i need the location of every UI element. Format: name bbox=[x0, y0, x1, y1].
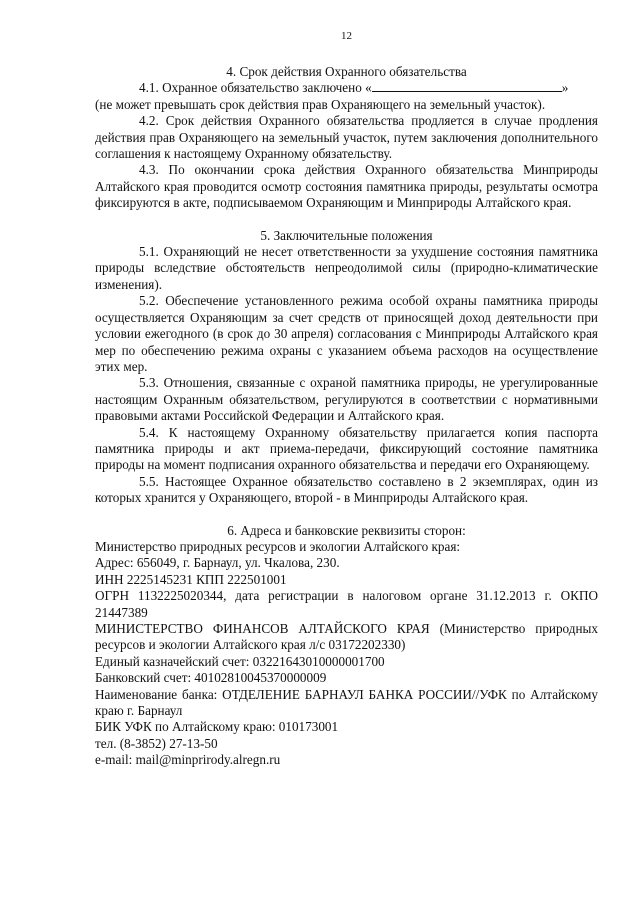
requisites-org-name: Министерство природных ресурсов и экологии Алтайского края: bbox=[95, 538, 461, 554]
requisites-bank-name: Наименование банка: ОТДЕЛЕНИЕ БАРНАУЛ БАНКА РОССИИ//УФК по Алтайскому краю г. Барнаул bbox=[95, 686, 598, 719]
page-number: 12 bbox=[341, 30, 352, 42]
requisites-bik: БИК УФК по Алтайскому краю: 010173001 bbox=[95, 719, 339, 735]
requisites-inn-kpp: ИНН 2225145231 КПП 222501001 bbox=[95, 571, 287, 587]
requisites-address: Адрес: 656049, г. Барнаул, ул. Чкалова, 230. bbox=[95, 555, 340, 571]
requisites-bank-account: Банковский счет: 40102810045370000009 bbox=[95, 670, 327, 686]
date-blank-field bbox=[372, 80, 562, 92]
clause-4-1-note: (не может превышать срок действия прав Охраняющего на земельный участок). bbox=[95, 96, 546, 112]
requisites-ogrn: ОГРН 1132225020344, дата регистрации в налоговом органе 31.12.2013 г. ОКПО 21447389 bbox=[95, 588, 598, 620]
requisites-phone: тел. (8-3852) 27-13-50 bbox=[95, 735, 218, 751]
clause-5-1: 5.1. Охраняющий не несет ответственности за ухудшение состояния памятника природы вследствие обстоятельств непреодолимой силы (природно-климатические изменения). bbox=[95, 244, 598, 292]
section-4 bbox=[95, 64, 598, 212]
clause-5-2: 5.2. Обеспечение установленного режима особой охраны памятника природы осуществляется Охраняющим за счет средств от приносящей доход деятельности при условии ежегодного (в срок до 30 апреля) согласования с Минприроды Алтайского края мер по обеспечению режима охраны с указанием объема расходов на осуществление этих мер. bbox=[95, 293, 598, 374]
clause-4-1 bbox=[95, 80, 598, 96]
clause-4-3: 4.3. По окончании срока действия Охранного обязательства Минприроды Алтайского края проводится осмотр состояния памятника природы, результаты осмотра фиксируются в акте, подписываемом Охраняющим и Минприроды Алтайского края. bbox=[95, 162, 598, 211]
section-4-heading: 4. Срок действия Охранного обязательства bbox=[226, 64, 467, 79]
section-5-heading: 5. Заключительные положения bbox=[260, 227, 433, 243]
clause-5-4: 5.4. К настоящему Охранному обязательству прилагается копия паспорта памятника природы и акт приема-передачи, фиксирующий состояние памятника природы на момент подписания охранного обязательства и передачи его Охраняющему. bbox=[95, 424, 598, 473]
requisites-treasury-account: Единый казначейский счет: 03221643010000001700 bbox=[95, 653, 385, 669]
section-5 bbox=[95, 228, 598, 507]
requisites-email: e-mail: mail@minprirody.alregn.ru bbox=[95, 752, 281, 768]
section-gap bbox=[95, 507, 598, 523]
clause-4-2: 4.2. Срок действия Охранного обязательства продляется в случае продления действия прав Охраняющего на земельный участок, путем заключения дополнительного соглашения к настоящему Охранному обязательству. bbox=[95, 113, 598, 162]
clause-4-1-close-quote: » bbox=[561, 80, 569, 96]
section-gap bbox=[95, 212, 598, 228]
clause-4-1-text: 4.1. Охранное обязательство заключено « bbox=[139, 80, 372, 96]
clause-5-5: 5.5. Настоящее Охранное обязательство составлено в 2 экземплярах, один из которых хранится у Охраняющего, второй - в Минприроды Алтайского края. bbox=[95, 473, 598, 506]
clause-5-3: 5.3. Отношения, связанные с охраной памятника природы, не урегулированные настоящим Охранным обязательством, регулируются в соответствии с нормативными правовыми актами Российской Федерации и Алтайского края. bbox=[95, 375, 598, 424]
requisites-payee: МИНИСТЕРСТВО ФИНАНСОВ АЛТАЙСКОГО КРАЯ (Министерство природных ресурсов и экологии Алтайского края л/с 03172202330) bbox=[95, 621, 598, 653]
section-6-heading: 6. Адреса и банковские реквизиты сторон: bbox=[227, 522, 466, 538]
section-6 bbox=[95, 523, 598, 769]
